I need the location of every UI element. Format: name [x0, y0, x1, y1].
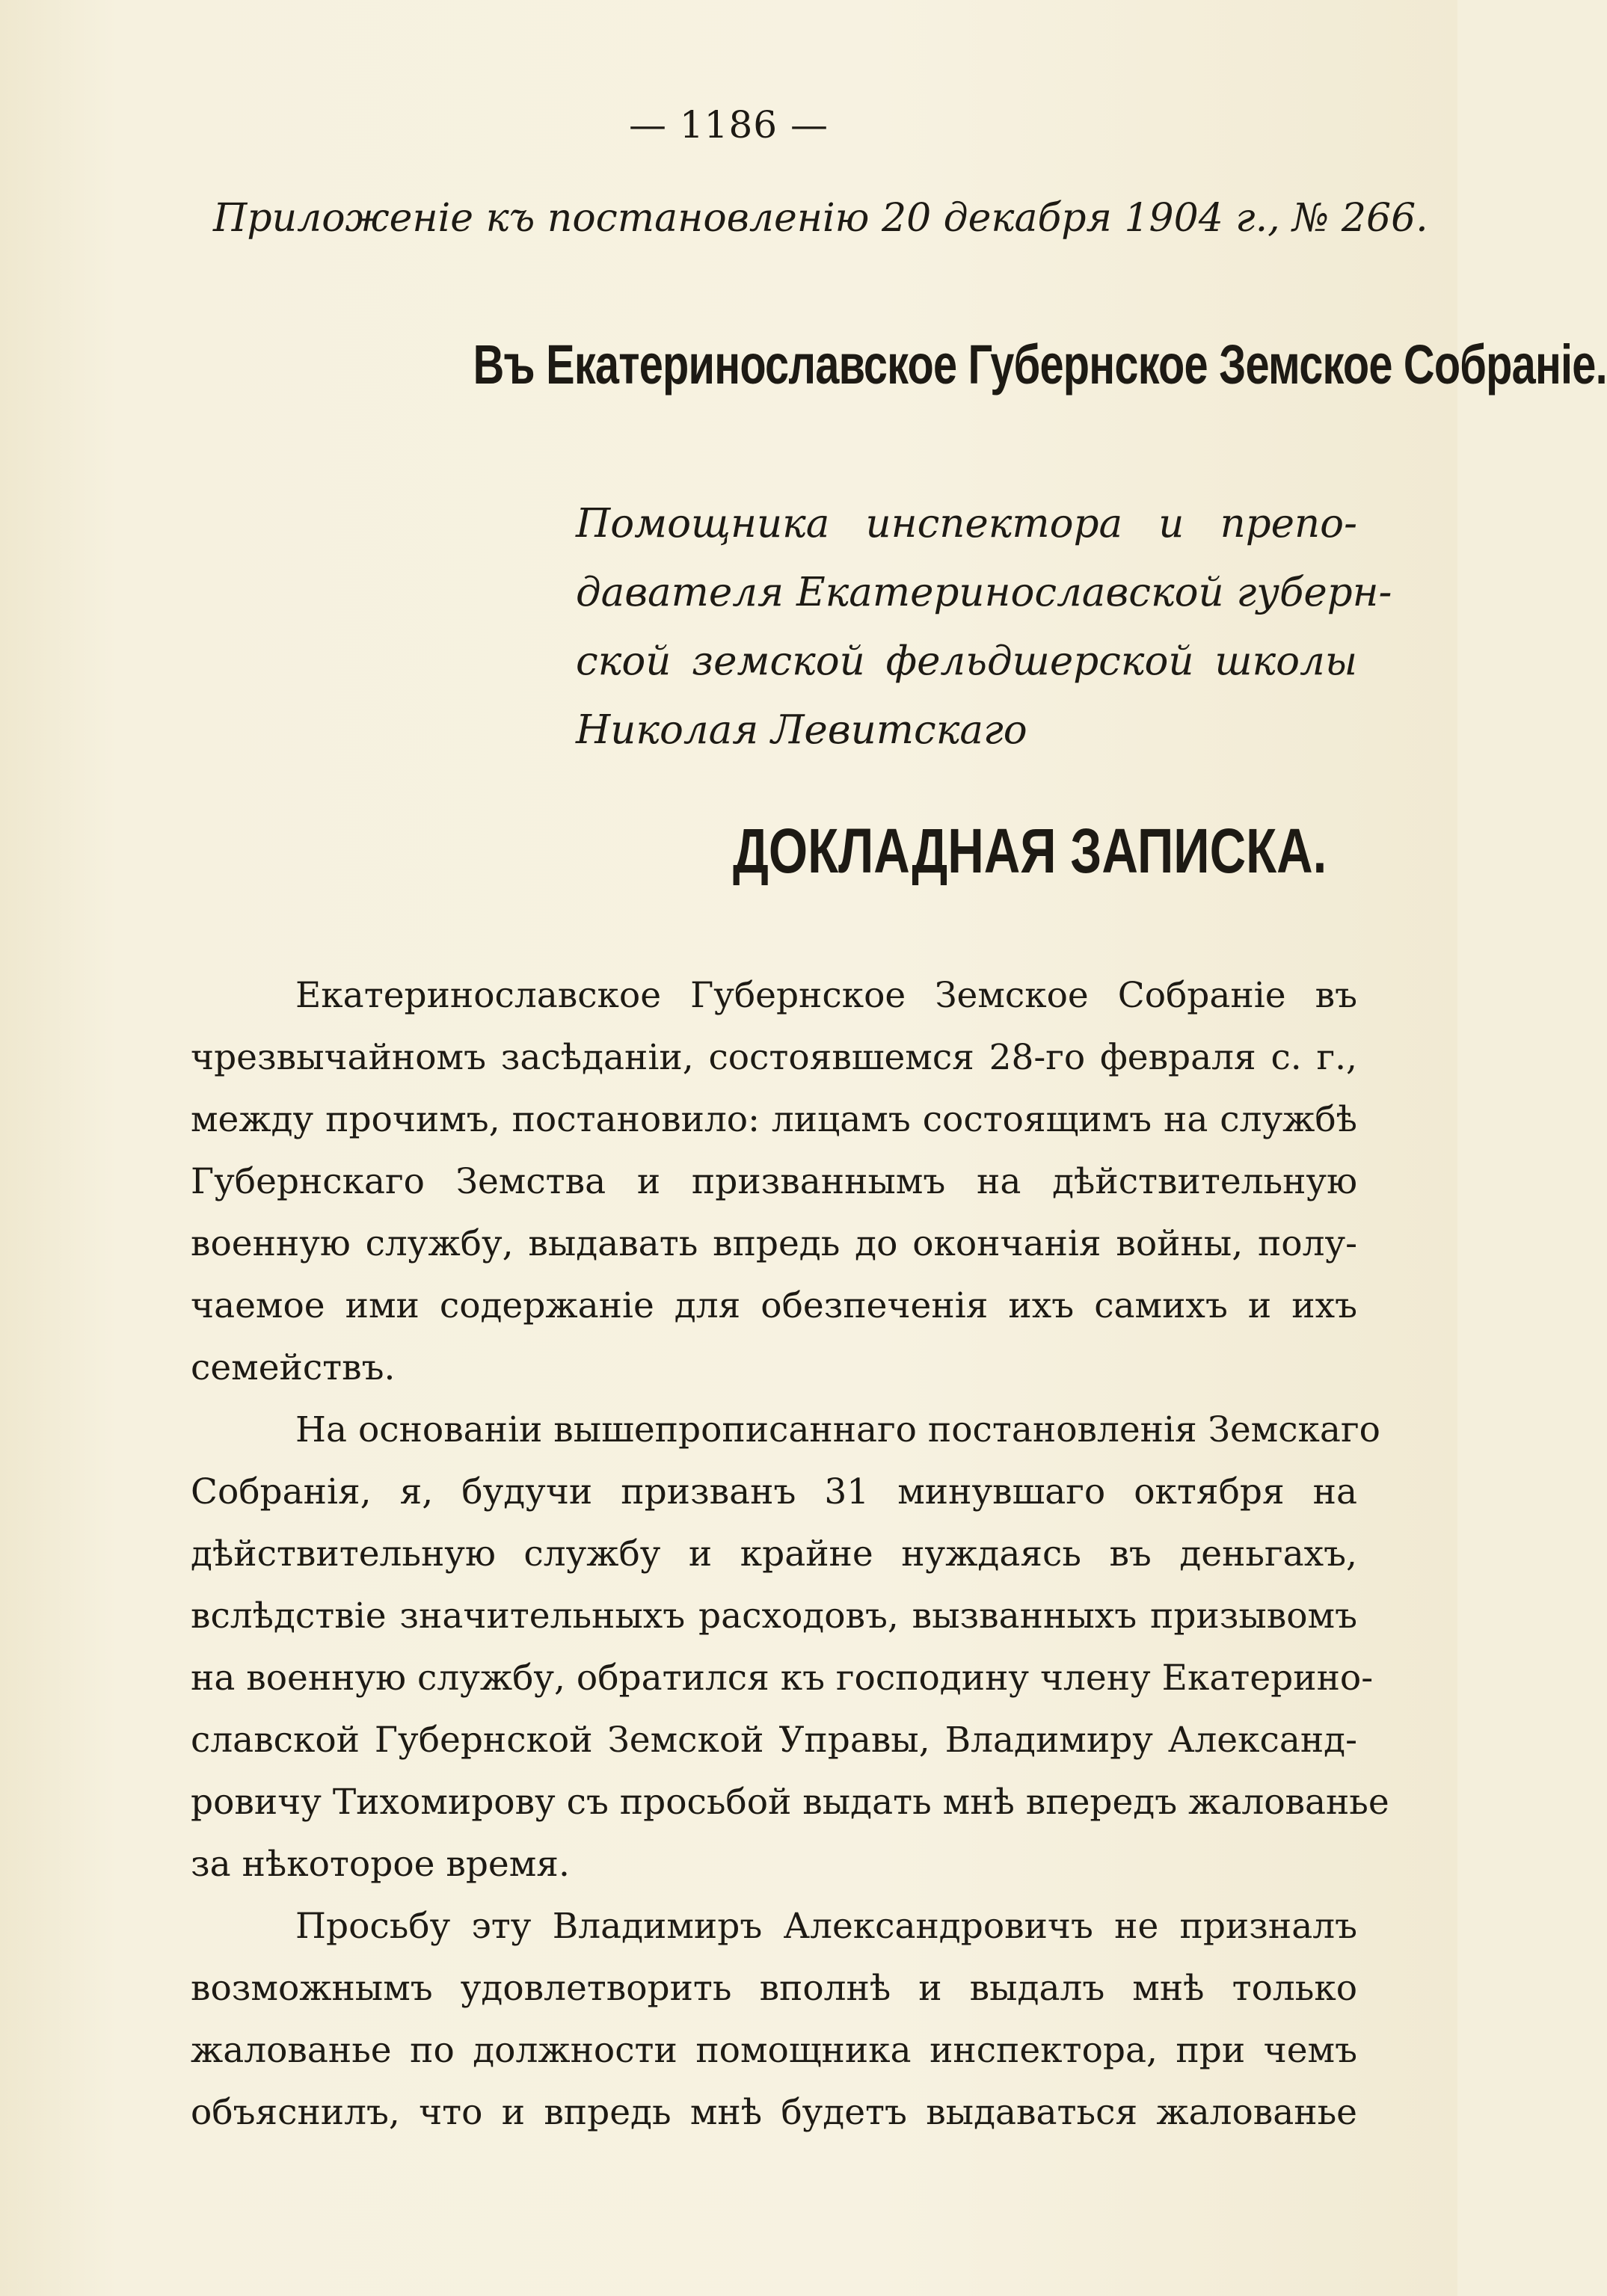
- paragraph: [191, 964, 1357, 1399]
- text-line: ровичу Тихомирову съ просьбой выдать мнѣ впередъ жалованье: [191, 1782, 1389, 1823]
- text-line: объяснилъ, что и впредь мнѣ будетъ выдаваться жалованье: [191, 2092, 1357, 2133]
- text-line: Губернскаго Земства и призваннымъ на дѣйствительную: [191, 1161, 1357, 1202]
- text-line: вслѣдствiе значительныхъ расходовъ, вызванныхъ призывомъ: [191, 1595, 1357, 1637]
- text-line: возможнымъ удовлетворить вполнѣ и выдалъ мнѣ только: [191, 1968, 1357, 2009]
- text-line: славской Губернской Земской Управы, Владимиру Александ-: [191, 1720, 1357, 1761]
- text-line: на военную службу, обратился къ господину члену Екатерино-: [191, 1658, 1374, 1699]
- text-line: На основанiи вышепрописаннаго постановленiя Земскаго: [295, 1409, 1380, 1450]
- body-text: [191, 964, 1389, 2143]
- paragraph: [191, 1895, 1357, 2143]
- text-line: между прочимъ, постановило: лицамъ состоящимъ на службѣ: [191, 1099, 1357, 1140]
- author-line: Помощника инспектора и препо-: [576, 501, 1357, 547]
- text-line: семействъ.: [191, 1347, 396, 1388]
- text-line: дѣйствительную службу и крайне нуждаясь въ деньгахъ,: [191, 1533, 1357, 1575]
- text-line: Екатеринославское Губернское Земское Собранiе въ: [295, 975, 1357, 1016]
- text-line: чаемое ими содержанiе для обезпеченiя ихъ самихъ и ихъ: [191, 1285, 1357, 1326]
- author-block: [576, 490, 1392, 765]
- document-title: ДОКЛАДНАЯ ЗАПИСКА.: [733, 816, 1327, 886]
- author-line: давателя Екатеринославской губерн-: [576, 570, 1392, 615]
- text-line: жалованье по должности помощника инспектора, при чемъ: [191, 2030, 1357, 2071]
- page-number: — 1186 —: [628, 103, 829, 147]
- text-line: Собранiя, я, будучи призванъ 31 минувшаго октября на: [191, 1471, 1357, 1512]
- text-line: военную службу, выдавать впредь до окончанiя войны, полу-: [191, 1223, 1357, 1264]
- text-line: за нѣкоторое время.: [191, 1844, 570, 1885]
- appendix-reference: Приложенiе къ постановленiю 20 декабря 1904 г., № 266.: [213, 196, 1428, 241]
- author-line: ской земской фельдшерской школы: [576, 638, 1357, 684]
- paragraph: [191, 1399, 1389, 1895]
- text-line: чрезвычайномъ засѣданiи, состоявшемся 28-го февраля с. г.,: [191, 1037, 1357, 1078]
- text-line: Просьбу эту Владимиръ Александровичъ не призналъ: [295, 1906, 1357, 1947]
- author-line: Николая Левитскаго: [576, 707, 1027, 753]
- addressee-heading: Въ Екатеринославское Губернское Земское Собранiе.: [473, 333, 1607, 396]
